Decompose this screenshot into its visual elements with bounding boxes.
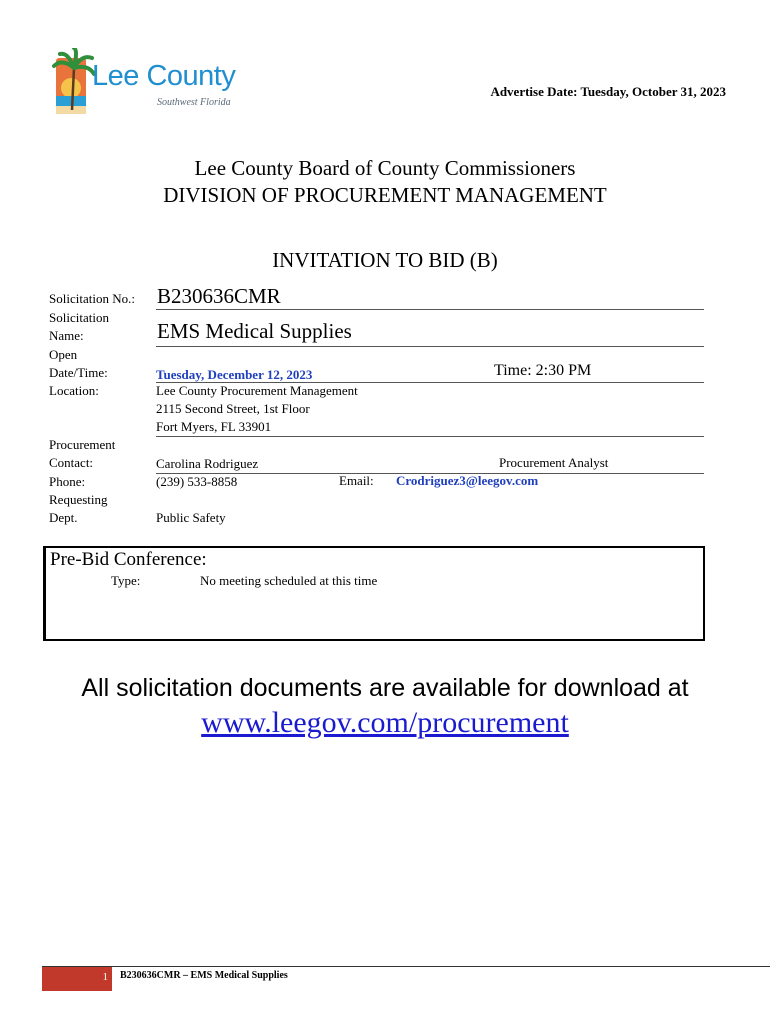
divider	[156, 436, 704, 437]
download-notice: All solicitation documents are available for download at	[81, 674, 689, 702]
location-line-1: Lee County Procurement Management	[156, 383, 358, 398]
open-time: Time: 2:30 PM	[494, 362, 592, 379]
solicitation-no: B230636CMR	[157, 284, 281, 308]
page-number: 1	[102, 971, 108, 983]
email-label: Email:	[339, 473, 374, 488]
invitation-title: INVITATION TO BID (B)	[272, 248, 498, 272]
phone-label: Phone:	[49, 474, 86, 489]
divider	[156, 346, 704, 347]
email-link[interactable]: Crodriguez3@leegov.com	[396, 473, 539, 488]
contact-label-2: Contact:	[49, 455, 94, 470]
open-label: Open	[49, 347, 78, 362]
pre-bid-title: Pre-Bid Conference:	[50, 549, 207, 570]
page-number-box	[42, 967, 112, 991]
pre-bid-type-label: Type:	[111, 573, 141, 588]
open-label-2: Date/Time:	[49, 365, 108, 380]
palm-tree-icon	[52, 48, 96, 118]
dept-label: Requesting	[49, 492, 108, 507]
contact-label: Procurement	[49, 437, 116, 452]
footer-divider	[42, 966, 770, 967]
division-title: DIVISION OF PROCUREMENT MANAGEMENT	[163, 183, 607, 207]
solicitation-name-label-2: Name:	[49, 328, 84, 343]
logo-tagline: Southwest Florida	[157, 97, 231, 108]
open-date: Tuesday, December 12, 2023	[156, 367, 313, 382]
pre-bid-box	[43, 546, 705, 641]
logo-wordmark: Lee County	[92, 60, 236, 92]
pre-bid-type-value: No meeting scheduled at this time	[200, 573, 378, 588]
advertise-date: Advertise Date: Tuesday, October 31, 2023	[490, 84, 726, 99]
footer-text: B230636CMR – EMS Medical Supplies	[120, 970, 288, 981]
phone-number: (239) 533-8858	[156, 474, 238, 489]
location-line-2: 2115 Second Street, 1st Floor	[156, 401, 310, 416]
solicitation-name: EMS Medical Supplies	[157, 319, 352, 343]
solicitation-name-label: Solicitation	[49, 310, 109, 325]
contact-title: Procurement Analyst	[499, 455, 609, 470]
solicitation-no-label: Solicitation No.:	[49, 291, 135, 306]
divider	[156, 309, 704, 310]
procurement-link[interactable]: www.leegov.com/procurement	[201, 706, 569, 739]
requesting-dept: Public Safety	[156, 510, 226, 525]
contact-name: Carolina Rodriguez	[156, 456, 259, 471]
location-label: Location:	[49, 383, 99, 398]
location-line-3: Fort Myers, FL 33901	[156, 419, 272, 434]
dept-label-2: Dept.	[49, 510, 78, 525]
board-title: Lee County Board of County Commissioners	[194, 156, 576, 180]
